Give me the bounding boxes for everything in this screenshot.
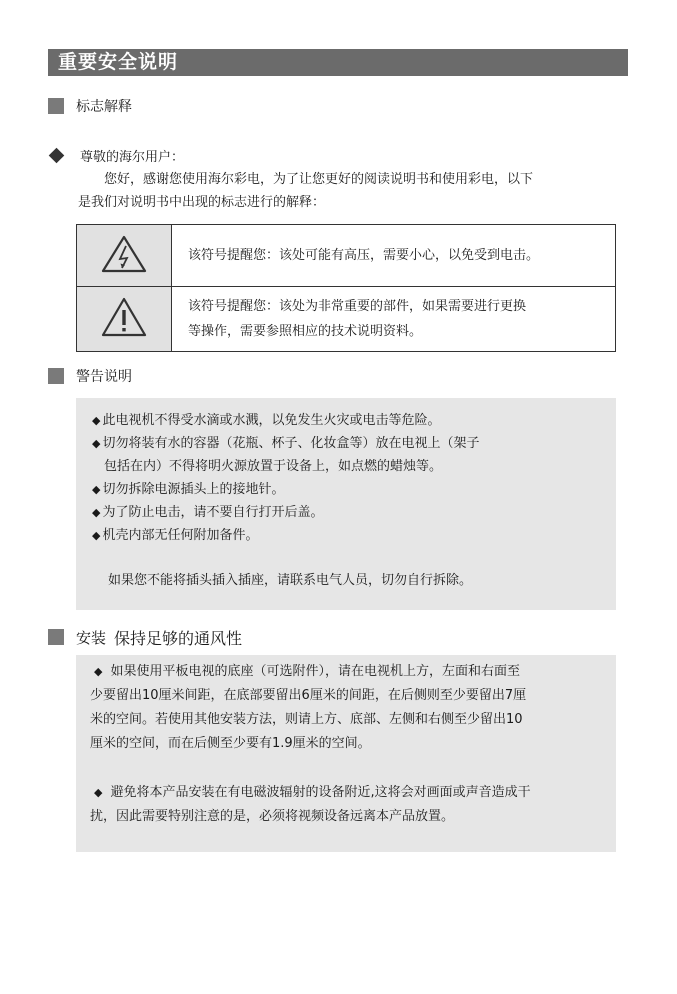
symbol-description: 该符号提醒您：该处可能有高压，需要小心，以免受到电击。 [172, 225, 616, 287]
warning-text: 切勿拆除电源插头上的接地针。 [102, 482, 285, 497]
section-warnings-heading [48, 366, 132, 386]
section-sublabel: 保持足够的通风性 [114, 628, 243, 648]
diamond-bullet-icon: ◆ [92, 506, 101, 519]
greeting: 尊敬的海尔用户： [80, 150, 185, 165]
warning-text-continuation: 包括在内）不得将明火源放置于设备上，如点燃的蜡烛等。 [104, 459, 443, 474]
symbol-row [77, 287, 616, 352]
greeting-line [48, 146, 184, 165]
intro-line: 您好，感谢您使用海尔彩电，为了让您更好的阅读说明书和使用彩电，以下 [104, 172, 534, 187]
symbol-description-line: 等操作，需要参照相应的技术说明资料。 [188, 324, 423, 339]
intro-line: 是我们对说明书中出现的标志进行的解释： [78, 195, 326, 210]
section-label: 安装 [76, 628, 107, 647]
install-text: 避免将本产品安装在有电磁波辐射的设备附近,这将会对画面或声音造成干 [110, 785, 531, 800]
diamond-bullet-icon [49, 148, 65, 164]
section-marker [48, 368, 64, 384]
symbol-description [172, 287, 616, 352]
symbol-table [76, 224, 616, 352]
warning-item [92, 409, 600, 432]
install-paragraph [90, 660, 602, 756]
high-voltage-warning-icon [101, 235, 147, 273]
diamond-bullet-icon: ◆ [92, 437, 101, 450]
section-install-heading [48, 627, 242, 647]
warning-text: 机壳内部无任何附加备件。 [102, 528, 259, 543]
section-marker [48, 98, 64, 114]
warning-item [92, 524, 600, 547]
install-line: 米的空间。若使用其他安装方法，则请上方、底部、左侧和右侧至少留出10 [90, 712, 523, 727]
warning-text: 此电视机不得受水滴或水溅，以免发生火灾或电击等危险。 [102, 413, 441, 428]
diamond-bullet-icon: ◆ [92, 483, 101, 496]
symbol-icon-cell [77, 225, 172, 287]
page-title: 重要安全说明 [48, 49, 628, 76]
exclamation-warning-icon [101, 297, 147, 337]
symbol-description-line: 该符号提醒您：该处为非常重要的部件，如果需要进行更换 [188, 299, 527, 314]
intro-paragraph [78, 168, 608, 214]
section-symbols-heading [48, 96, 132, 116]
warning-text: 为了防止电击，请不要自行打开后盖。 [102, 505, 324, 520]
install-box [76, 655, 616, 852]
install-text: 如果使用平板电视的底座（可选附件），请在电视机上方，左面和右面至 [110, 664, 520, 679]
diamond-bullet-icon: ◆ [94, 786, 103, 799]
diamond-bullet-icon: ◆ [92, 414, 101, 427]
section-marker [48, 629, 64, 645]
diamond-bullet-icon: ◆ [92, 529, 101, 542]
warning-item [92, 478, 600, 501]
section-label: 标志解释 [76, 99, 132, 115]
warning-item [92, 501, 600, 524]
warning-footer: 如果您不能将插头插入插座，请联系电气人员，切勿自行拆除。 [108, 573, 473, 588]
diamond-bullet-icon: ◆ [94, 665, 103, 678]
section-label: 警告说明 [76, 369, 132, 385]
install-line: 扰，因此需要特别注意的是，必须将视频设备远离本产品放置。 [90, 809, 455, 824]
symbol-row [77, 225, 616, 287]
install-line [90, 781, 602, 805]
install-line: 少要留出10厘米间距，在底部要留出6厘米的间距，在后侧则至少要留出7厘 [90, 688, 527, 703]
install-line: 厘米的空间，而在后侧至少要有1.9厘米的空间。 [90, 736, 371, 751]
warning-text: 切勿将装有水的容器（花瓶、杯子、化妆盒等）放在电视上（架子 [102, 436, 480, 451]
warnings-box [76, 398, 616, 610]
install-paragraph [90, 781, 602, 829]
install-line [90, 660, 602, 684]
warning-item [92, 432, 600, 455]
symbol-icon-cell [77, 287, 172, 352]
